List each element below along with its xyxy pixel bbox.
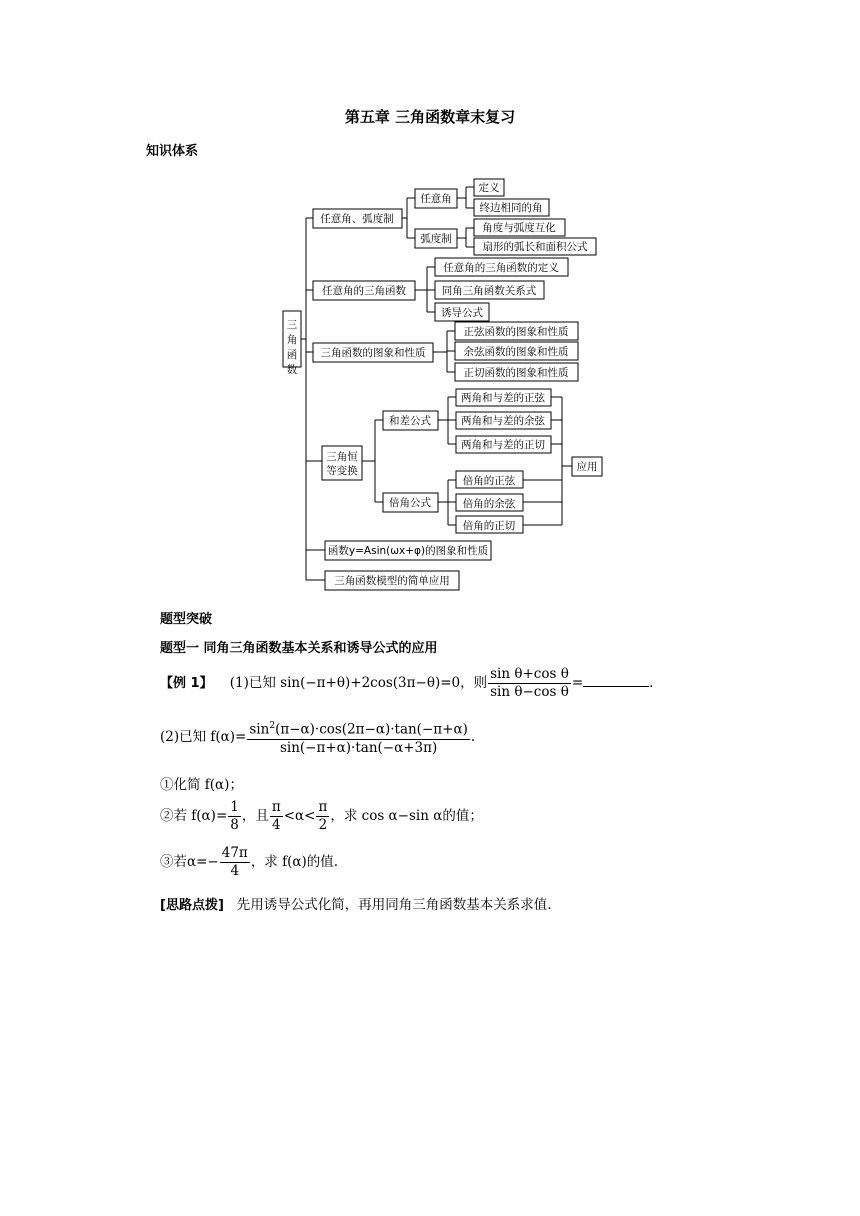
node-double-sine: 倍角的正弦 [462,475,516,487]
node-graph-properties: 三角函数的图象和性质 [320,347,426,359]
node-double-tangent: 倍角的正切 [462,520,516,532]
question-2 [160,799,483,834]
answer-blank [583,674,649,687]
root-label-4: 数 [286,364,298,376]
node-arbitrary-angle: 任意角 [420,193,452,205]
example-1-part-1: 【例 1】 (1)已知 sin(−π+θ)+2cos(3π−θ)=0，则 $\frac{\text{sin θ+cos θ}}{\text{sin θ−cos θ}}$ = . [160,666,654,700]
node-identity-transform-line1: 三角恒 [326,451,358,463]
part-1-fraction [488,666,571,701]
node-trig-definition: 任意角的三角函数的定义 [443,262,559,274]
root-label-1: 三 [286,319,298,331]
part-2-num-b: (π−α)·cos(2π−α)·tan(−π+α) [275,721,468,738]
q3-fraction: $\frac{47\pi}{4}$ [221,845,248,879]
node-cosine-graph: 余弦函数的图象和性质 [463,346,569,358]
root-label-2: 角 [286,334,298,346]
part-1-denominator: sin θ−cos θ [490,684,569,700]
q2-fraction-1: $\frac{1}{8}$ [230,799,239,833]
node-trig-functions: 任意角的三角函数 [322,285,406,297]
node-asin-function: 函数y=Asin(ωx+φ)的图象和性质 [327,545,489,557]
part-2-num-sup: 2 [269,721,276,731]
part-1-numerator: sin θ+cos θ [490,666,569,682]
q2-text-c: <α< [283,808,316,824]
node-tangent-graph: 正切函数的图象和性质 [463,367,569,379]
part-2-fraction [247,718,469,757]
node-coterminal-angle: 终边相同的角 [479,202,543,214]
node-sum-tangent: 两角和与差的正切 [461,439,545,451]
node-sum-cosine: 两角和与差的余弦 [461,415,545,427]
node-double-cosine: 倍角的余弦 [462,498,516,510]
hint-paragraph [160,893,552,913]
node-definition: 定义 [478,182,500,194]
node-sum-difference: 和差公式 [389,415,431,427]
q2-fraction-2: $\frac{\pi}{4}$ [271,799,281,833]
node-identity-transform-line2: 等变换 [326,465,358,477]
question-types-heading: 题型突破 [160,612,213,627]
hint-text: 先用诱导公式化简，再用同角三角函数基本关系求值. [236,897,552,913]
node-induction-formula: 诱导公式 [441,307,483,319]
node-sector-formula: 扇形的弧长和面积公式 [482,241,588,253]
q2-text-a: ②若 f(α)= [160,808,228,824]
node-degree-radian-conversion: 角度与弧度互化 [482,222,556,234]
node-sum-sine: 两角和与差的正弦 [461,392,545,404]
node-simple-model-application: 三角函数模型的简单应用 [334,575,450,587]
part-2-denominator: sin(−π+α)·tan(−α+3π) [279,739,438,756]
q3-text-b: ，求 f(α)的值. [250,854,339,870]
q2-text-b: ，且 [241,808,269,824]
q2-fraction-3: $\frac{\pi}{2}$ [318,799,328,833]
knowledge-system-heading: 知识体系 [146,144,199,159]
q3-text-a: ③若α=− [160,854,219,870]
question-3 [160,845,338,880]
page-title: 第五章 三角函数章末复习 [344,108,516,126]
part-2-prefix: (2)已知 f(α)= [160,728,247,745]
root-label-3: 函 [286,349,298,361]
part-1-equals: = [571,675,584,691]
q2-text-d: ，求 cos α−sin α的值； [330,808,483,824]
example-label: 【例 1】 [160,676,213,691]
node-double-angle: 倍角公式 [389,497,431,509]
hint-label: [思路点拨] [160,898,224,913]
part-2-num-a: sin [249,721,270,738]
node-arbitrary-angle-radian: 任意角、弧度制 [320,213,394,225]
example-1-part-2: (2)已知 f(α)= $\frac{\sin^2(\pi-\alpha)\cdot\cos(2\pi-\alpha)\cdot\tan(-\pi+\alpha)}{\sin(-\pi+\alpha)\cdot\tan(-\alpha+3\pi)}$ . [160,718,475,757]
node-application: 应用 [576,461,598,473]
node-sine-graph: 正弦函数的图象和性质 [463,326,569,338]
node-radian: 弧度制 [420,233,452,245]
knowledge-tree-diagram [0,0,860,600]
type-one-heading: 题型一 同角三角函数基本关系和诱导公式的应用 [160,641,438,656]
part-1-text: (1)已知 sin(−π+θ)+2cos(3π−θ)=0，则 [229,675,488,691]
question-1: ①化简 f(α)； [160,777,243,793]
node-same-angle-relation: 同角三角函数关系式 [441,285,537,297]
